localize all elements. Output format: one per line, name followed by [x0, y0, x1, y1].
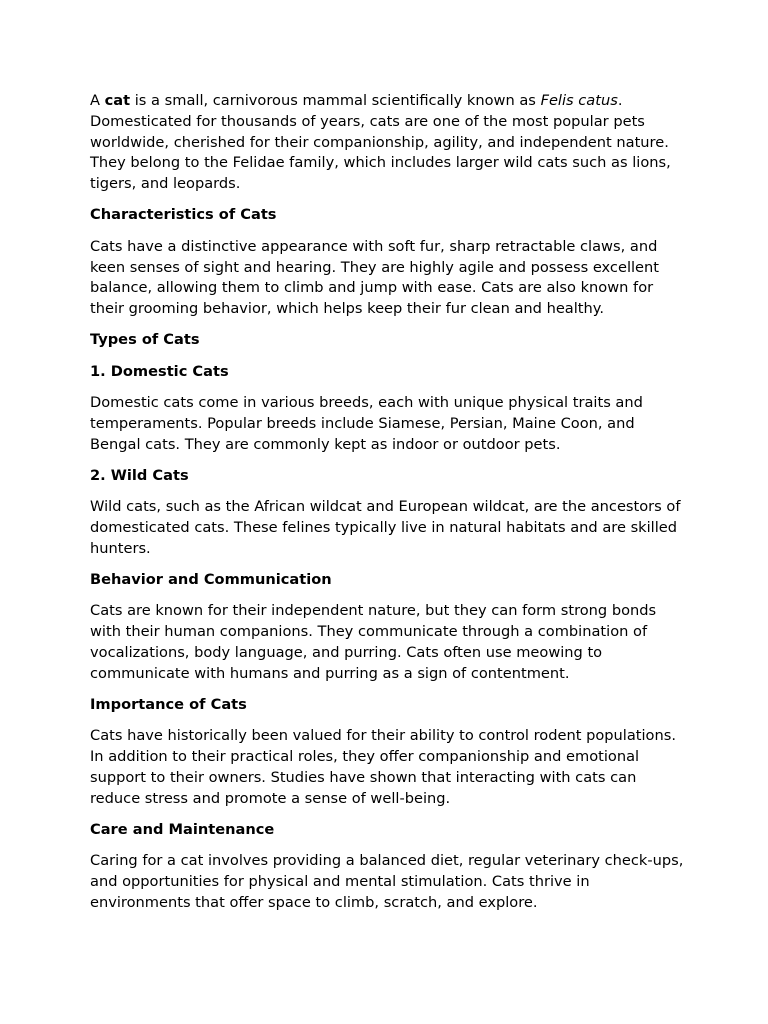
- intro-prefix: A: [90, 92, 105, 109]
- types-heading: Types of Cats: [90, 331, 200, 349]
- care-paragraph: Caring for a cat involves providing a balanced diet, regular veterinary check-ups, and opportunities for physical and mental stimulation. Cats thrive in environments that offer space to climb, scratch, and explore.: [90, 852, 684, 911]
- importance-paragraph: Cats have historically been valued for their ability to control rodent populations. In addition to their practical roles, they offer companionship and emotional support to their owners. Studies have shown that interacting with cats can reduce stress and promote a sense of well-being.: [90, 727, 676, 807]
- wild-cats-paragraph: Wild cats, such as the African wildcat and European wildcat, are the ancestors of domesticated cats. These felines typically live in natural habitats and are skilled hunters.: [90, 498, 681, 557]
- intro-paragraph: [90, 91, 686, 195]
- intro-rest: . Domesticated for thousands of years, cats are one of the most popular pets worldwide, cherished for their companionship, agility, and independent nature. They belong to the Felidae family, which includes larger wild cats such as lions, tigers, and leopards.: [90, 92, 671, 193]
- domestic-cats-paragraph: Domestic cats come in various breeds, each with unique physical traits and temperaments. Popular breeds include Siamese, Persian, Maine Coon, and Bengal cats. They are commonly kept as indoor or outdoor pets.: [90, 394, 643, 453]
- behavior-heading: Behavior and Communication: [90, 571, 332, 589]
- intro-term: cat: [104, 92, 131, 109]
- domestic-cats-heading: 1. Domestic Cats: [90, 362, 229, 380]
- care-heading: Care and Maintenance: [90, 821, 275, 839]
- characteristics-paragraph: Cats have a distinctive appearance with soft fur, sharp retractable claws, and keen senses of sight and hearing. They are highly agile and possess excellent balance, allowing them to climb and jump with ease. Cats are also known for their grooming behavior, which helps keep their fur clean and healthy.: [90, 237, 659, 318]
- document-body: [90, 91, 686, 924]
- characteristics-heading: Characteristics of Cats: [90, 206, 277, 224]
- behavior-paragraph: Cats are known for their independent nature, but they can form strong bonds with their human companions. They communicate through a combination of vocalizations, body language, and purring. Cats often use meowing to communicate with humans and purring as a sign of contentment.: [90, 602, 657, 682]
- scientific-name: Felis catus: [540, 92, 618, 109]
- intro-middle: is a small, carnivorous mammal scientifically known as: [130, 92, 541, 109]
- wild-cats-heading: 2. Wild Cats: [90, 466, 189, 484]
- importance-heading: Importance of Cats: [90, 696, 247, 714]
